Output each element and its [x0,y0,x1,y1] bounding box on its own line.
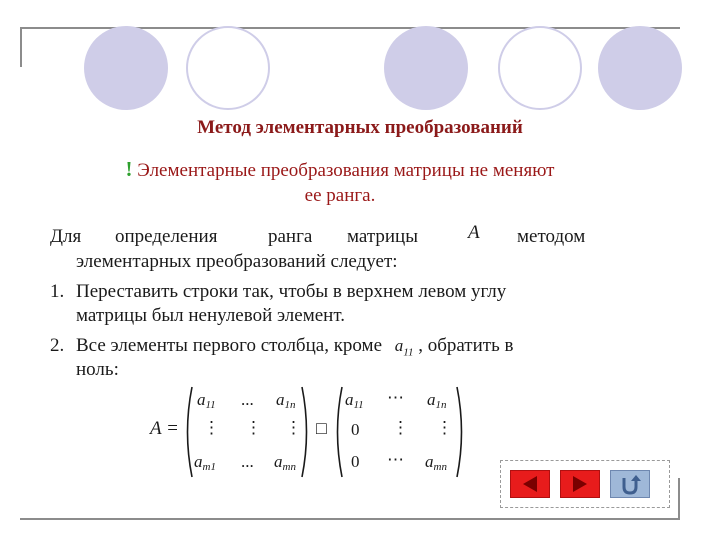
frame-bottom-line [20,518,680,520]
matrix-cell: 0 [351,452,360,471]
matrix-cell: 0 [351,420,360,439]
cell-sub: 11 [353,399,364,411]
cell-var: a [345,390,354,409]
formula-lhs [150,418,179,440]
step-2-text-after: , обратить в [418,335,514,356]
cell-sub: mn [433,461,447,473]
matrix-cell: ⋮ [285,418,302,437]
cell-var: a [197,390,206,409]
cell-sub: m1 [202,461,216,473]
decor-circle [598,26,682,110]
previous-slide-button[interactable] [510,470,550,498]
decor-circle [498,26,582,110]
step-number: 1. [50,281,65,302]
matrix-cell: ⋮ [392,418,409,437]
step-2-text-before: Все элементы первого столбца, кроме [76,335,383,356]
intro-word: методом [517,226,586,247]
matrix-cell [427,390,447,411]
matrix-cell [194,452,216,473]
triangle-left-icon [511,471,549,497]
cell-var: a [425,452,434,471]
cell-sub: mn [282,461,296,473]
decor-circle [186,26,270,110]
matrix-cell: ⋮ [436,418,453,437]
matrix-cell: ... [241,390,254,409]
cell-var: a [276,390,285,409]
frame-right-line [678,478,680,520]
step-1-line-1: Переставить строки так, чтобы в верхнем левом углу [76,281,507,302]
intro-word: Для [50,226,82,247]
exclamation-mark: ! [125,157,133,181]
formula-lhs-text: A = [150,418,179,439]
note-line-2: ее ранга. [304,185,376,206]
intro-word: ранга [268,226,313,247]
step-1-line-2: матрицы был ненулевой элемент. [76,305,345,326]
step-2-line-1 [76,335,513,358]
triangle-right-icon [561,471,599,497]
matrix-cell: ⋯ [387,450,404,469]
decor-circle [84,26,168,110]
matrix-cell [345,390,364,411]
note-line-1: Элементарные преобразования матрицы не меняют [137,160,555,181]
element-a11-var: a [394,336,404,355]
element-a11-sub: 11 [403,346,414,359]
step-2-line-2: ноль: [76,359,119,380]
cell-var: a [274,452,283,471]
intro-word: матрицы [347,226,418,247]
matrix-cell [425,452,447,473]
matrix-var-a: A [468,222,480,243]
cell-sub: 11 [205,399,216,411]
matrix-cell: ⋮ [245,418,262,437]
matrix-cell: ⋯ [387,388,404,407]
highlight-note [70,157,610,208]
u-turn-arrow-icon [611,471,649,497]
matrix-cell [197,390,216,411]
cell-var: a [427,390,436,409]
next-slide-button[interactable] [560,470,600,498]
cell-sub: 1n [435,399,447,411]
matrix-cell [274,452,296,473]
cell-var: a [194,452,203,471]
matrix-cell [276,390,296,411]
frame-left-line [20,27,22,67]
decor-circle [384,26,468,110]
transform-operator: □ [316,418,327,438]
return-button[interactable] [610,470,650,498]
intro-word: определения [115,226,218,247]
matrix-cell: ... [241,452,254,471]
matrix-cell: ⋮ [203,418,220,437]
step-number: 2. [50,335,65,356]
element-a11 [394,336,414,359]
slide-title: Метод элементарных преобразований [197,117,523,138]
cell-sub: 1n [284,399,296,411]
intro-line-2: элементарных преобразований следует: [76,251,398,272]
